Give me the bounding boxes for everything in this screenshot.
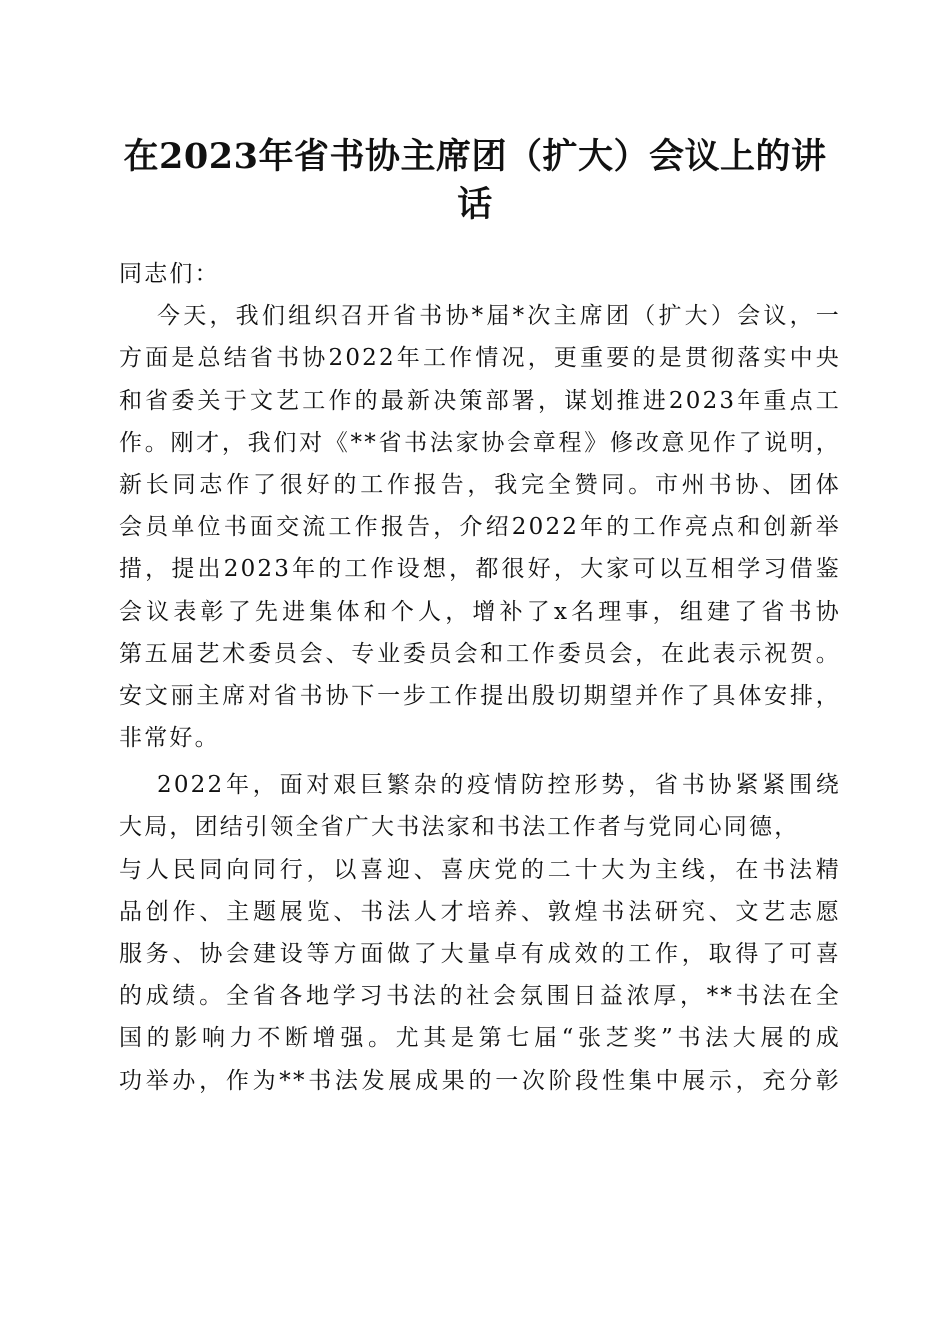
paragraph-line: 作。刚才，我们对《**省书法家协会章程》修改意见作了说明， [119, 429, 841, 456]
paragraph-line: 服务、协会建设等方面做了大量卓有成效的工作，取得了可喜 [119, 941, 841, 967]
paragraph-line: 大局，团结引领全省广大书法家和书法工作者与党同心同德， [119, 814, 800, 841]
paragraph-1 [119, 295, 841, 759]
salutation: 同志们： [119, 261, 220, 287]
paragraph-line: 品创作、主题展览、书法人才培养、敦煌书法研究、文艺志愿 [119, 898, 841, 925]
title-line-2: 话 [457, 184, 493, 225]
paragraph-line: 国的影响力不断增强。尤其是第七届“张芝奖”书法大展的成 [119, 1025, 841, 1052]
speech-body [119, 253, 841, 1102]
paragraph-line: 今天，我们组织召开省书协*届*次主席团（扩大）会议，一 [157, 303, 841, 330]
paragraph-2 [119, 764, 841, 1102]
paragraph-line: 新长同志作了很好的工作报告，我完全赞同。市州书协、团体 [119, 471, 841, 498]
paragraph-line: 2022年，面对艰巨繁杂的疫情防控形势，省书协紧紧围绕 [157, 772, 841, 799]
page-title [110, 133, 840, 229]
paragraph-line: 方面是总结省书协2022年工作情况，更重要的是贯彻落实中央 [119, 345, 841, 372]
paragraph-line: 非常好。 [119, 725, 220, 752]
paragraph-line: 的成绩。全省各地学习书法的社会氛围日益浓厚，**书法在全 [119, 983, 841, 1010]
paragraph-line: 功举办，作为**书法发展成果的一次阶段性集中展示，充分彰 [119, 1067, 841, 1094]
paragraph-line: 和省委关于文艺工作的最新决策部署，谋划推进2023年重点工 [119, 387, 841, 414]
paragraph-line: 会议表彰了先进集体和个人，增补了x名理事，组建了省书协 [119, 598, 841, 625]
paragraph-line: 第五届艺术委员会、专业委员会和工作委员会，在此表示祝贺。 [119, 640, 841, 667]
title-line-1: 在2023年省书协主席团（扩大）会议上的讲 [123, 136, 827, 177]
paragraph-line: 与人民同向同行，以喜迎、喜庆党的二十大为主线，在书法精 [119, 856, 841, 883]
paragraph-line: 安文丽主席对省书协下一步工作提出殷切期望并作了具体安排， [119, 682, 841, 709]
paragraph-line: 会员单位书面交流工作报告，介绍2022年的工作亮点和创新举 [119, 514, 841, 541]
paragraph-line: 措，提出2023年的工作设想，都很好，大家可以互相学习借鉴 [119, 556, 841, 583]
